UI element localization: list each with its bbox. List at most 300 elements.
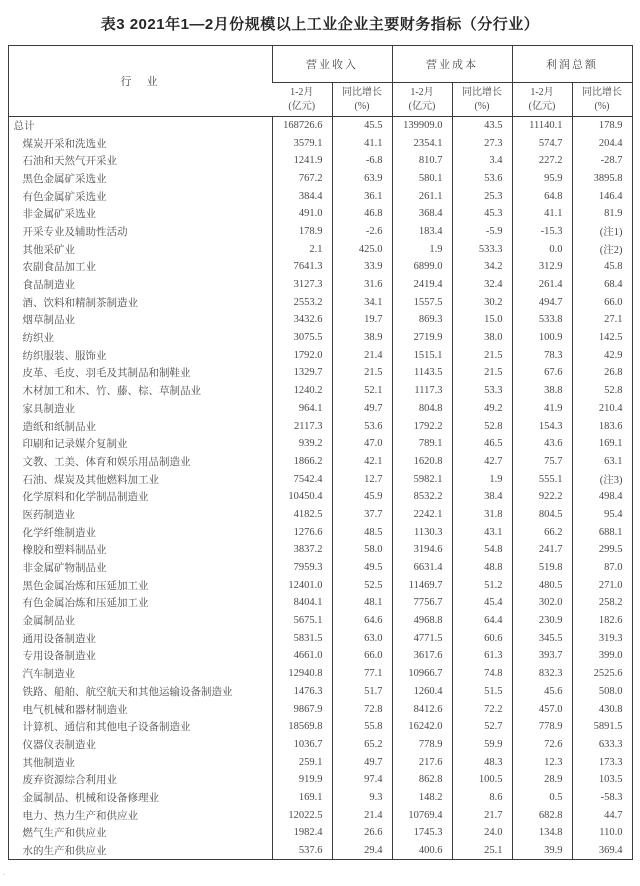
table-row bbox=[8, 170, 632, 188]
value-cell: 95.9 bbox=[512, 170, 572, 188]
industry-cell: 黑色金属矿采选业 bbox=[22, 173, 107, 185]
industry-cell: 计算机、通信和其他电子设备制造业 bbox=[22, 722, 191, 734]
table-row bbox=[8, 258, 632, 276]
value-cell: 261.4 bbox=[512, 276, 572, 294]
value-cell: 59.9 bbox=[452, 736, 512, 754]
value-cell: 1240.2 bbox=[272, 382, 332, 400]
table-row bbox=[8, 417, 632, 435]
value-cell: 38.8 bbox=[512, 382, 572, 400]
value-cell: 480.5 bbox=[512, 576, 572, 594]
value-cell: 3617.6 bbox=[392, 647, 452, 665]
value-cell: 3194.6 bbox=[392, 541, 452, 559]
value-cell: 45.9 bbox=[332, 488, 392, 506]
table-row bbox=[8, 223, 632, 241]
value-cell: 95.4 bbox=[572, 506, 632, 524]
value-cell: 8532.2 bbox=[392, 488, 452, 506]
value-cell: 345.5 bbox=[512, 629, 572, 647]
table-row bbox=[8, 824, 632, 842]
value-cell: 4771.5 bbox=[392, 629, 452, 647]
subheader-revenue-amount bbox=[272, 83, 332, 117]
industry-cell: 纺织业 bbox=[22, 333, 54, 345]
value-cell: 3075.5 bbox=[272, 329, 332, 347]
value-cell: 1557.5 bbox=[392, 293, 452, 311]
value-cell: 491.0 bbox=[272, 205, 332, 223]
industry-cell: 煤炭开采和洗选业 bbox=[22, 138, 107, 150]
value-cell: 63.0 bbox=[332, 629, 392, 647]
value-cell: 688.1 bbox=[572, 523, 632, 541]
value-cell: 537.6 bbox=[272, 842, 332, 860]
financial-table bbox=[8, 45, 633, 860]
value-cell: 9.3 bbox=[332, 789, 392, 807]
value-cell: 217.6 bbox=[392, 753, 452, 771]
value-cell: 12.7 bbox=[332, 470, 392, 488]
value-cell: 5831.5 bbox=[272, 629, 332, 647]
value-cell: 19.7 bbox=[332, 311, 392, 329]
value-cell: 384.4 bbox=[272, 187, 332, 205]
industry-cell: 总计 bbox=[13, 121, 35, 133]
value-cell: 16242.0 bbox=[392, 718, 452, 736]
industry-header-cell: 行 业 bbox=[8, 46, 272, 117]
value-cell: 6899.0 bbox=[392, 258, 452, 276]
value-cell: 810.7 bbox=[392, 152, 452, 170]
value-cell: 39.9 bbox=[512, 842, 572, 860]
value-cell: (注2) bbox=[572, 240, 632, 258]
value-cell: 778.9 bbox=[392, 736, 452, 754]
industry-cell: 石油和天然气开采业 bbox=[22, 156, 117, 168]
value-cell: 42.1 bbox=[332, 453, 392, 471]
value-cell: 21.5 bbox=[332, 364, 392, 382]
table-header-groups bbox=[8, 46, 632, 83]
value-cell: 41.1 bbox=[332, 134, 392, 152]
value-cell: 78.3 bbox=[512, 346, 572, 364]
value-cell: 64.4 bbox=[452, 612, 512, 630]
value-cell: 5675.1 bbox=[272, 612, 332, 630]
table-row bbox=[8, 346, 632, 364]
value-cell: 21.7 bbox=[452, 806, 512, 824]
table-row bbox=[8, 541, 632, 559]
value-cell: 2354.1 bbox=[392, 134, 452, 152]
value-cell: 77.1 bbox=[332, 665, 392, 683]
value-cell: 1329.7 bbox=[272, 364, 332, 382]
value-cell: 5982.1 bbox=[392, 470, 452, 488]
value-cell: 178.9 bbox=[572, 117, 632, 135]
industry-cell: 金属制品、机械和设备修理业 bbox=[22, 792, 159, 804]
value-cell: 53.6 bbox=[452, 170, 512, 188]
value-cell: 230.9 bbox=[512, 612, 572, 630]
value-cell: 555.1 bbox=[512, 470, 572, 488]
value-cell: -5.9 bbox=[452, 223, 512, 241]
industry-cell: 橡胶和塑料制品业 bbox=[22, 545, 107, 557]
value-cell: 51.2 bbox=[452, 576, 512, 594]
value-cell: 4968.8 bbox=[392, 612, 452, 630]
industry-cell: 非金属矿物制品业 bbox=[22, 563, 107, 575]
value-cell: 804.5 bbox=[512, 506, 572, 524]
industry-cell: 酒、饮料和精制茶制造业 bbox=[22, 297, 138, 309]
value-cell: 38.0 bbox=[452, 329, 512, 347]
value-cell: 100.9 bbox=[512, 329, 572, 347]
value-cell: 43.6 bbox=[512, 435, 572, 453]
value-cell: 142.5 bbox=[572, 329, 632, 347]
value-cell: 48.1 bbox=[332, 594, 392, 612]
value-cell: 178.9 bbox=[272, 223, 332, 241]
value-cell: 34.2 bbox=[452, 258, 512, 276]
subheader-line2: (%) bbox=[354, 100, 370, 112]
value-cell: (注3) bbox=[572, 470, 632, 488]
subheader-line1: 同比增长 bbox=[582, 87, 622, 98]
value-cell: 633.3 bbox=[572, 736, 632, 754]
value-cell: 81.9 bbox=[572, 205, 632, 223]
industry-cell: 其他制造业 bbox=[22, 757, 75, 769]
industry-cell: 烟草制品业 bbox=[22, 315, 75, 327]
value-cell: 580.1 bbox=[392, 170, 452, 188]
value-cell: 49.7 bbox=[332, 753, 392, 771]
table-row bbox=[8, 806, 632, 824]
page-title: 表3 2021年1—2月份规模以上工业企业主要财务指标（分行业） bbox=[100, 16, 540, 33]
value-cell: 154.3 bbox=[512, 417, 572, 435]
value-cell: 1476.3 bbox=[272, 683, 332, 701]
value-cell: 51.5 bbox=[452, 683, 512, 701]
value-cell: 10966.7 bbox=[392, 665, 452, 683]
value-cell: 42.7 bbox=[452, 453, 512, 471]
industry-cell: 废弃资源综合利用业 bbox=[22, 775, 117, 787]
subheader-line2: (亿元) bbox=[528, 100, 556, 112]
value-cell: 508.0 bbox=[572, 683, 632, 701]
industry-cell: 金属制品业 bbox=[22, 616, 75, 628]
value-cell: 38.9 bbox=[332, 329, 392, 347]
industry-cell: 化学原料和化学制品制造业 bbox=[22, 492, 149, 504]
table-row bbox=[8, 453, 632, 471]
subheader-line2: (%) bbox=[594, 100, 610, 112]
value-cell: 110.0 bbox=[572, 824, 632, 842]
value-cell: 2553.2 bbox=[272, 293, 332, 311]
table-row bbox=[8, 205, 632, 223]
value-cell: 11140.1 bbox=[512, 117, 572, 135]
value-cell: 45.5 bbox=[332, 117, 392, 135]
value-cell: 28.9 bbox=[512, 771, 572, 789]
table-row bbox=[8, 665, 632, 683]
table-row bbox=[8, 293, 632, 311]
value-cell: 210.4 bbox=[572, 400, 632, 418]
value-cell: 58.0 bbox=[332, 541, 392, 559]
subheader-line2: (%) bbox=[474, 100, 490, 112]
table-row bbox=[8, 683, 632, 701]
value-cell: 1130.3 bbox=[392, 523, 452, 541]
value-cell: 87.0 bbox=[572, 559, 632, 577]
value-cell: 11469.7 bbox=[392, 576, 452, 594]
value-cell: 241.7 bbox=[512, 541, 572, 559]
value-cell: 1260.4 bbox=[392, 683, 452, 701]
value-cell: 299.5 bbox=[572, 541, 632, 559]
value-cell: 7756.7 bbox=[392, 594, 452, 612]
value-cell: 168726.6 bbox=[272, 117, 332, 135]
industry-cell: 有色金属矿采选业 bbox=[22, 191, 107, 203]
table-header bbox=[8, 46, 632, 117]
value-cell: 533.8 bbox=[512, 311, 572, 329]
value-cell: 45.3 bbox=[452, 205, 512, 223]
table-row bbox=[8, 559, 632, 577]
table-row bbox=[8, 789, 632, 807]
value-cell: 964.1 bbox=[272, 400, 332, 418]
value-cell: 1792.0 bbox=[272, 346, 332, 364]
subheader-line1: 同比增长 bbox=[462, 87, 502, 98]
industry-cell: 仪器仪表制造业 bbox=[22, 739, 96, 751]
table-row bbox=[8, 753, 632, 771]
value-cell: 29.4 bbox=[332, 842, 392, 860]
table-body bbox=[8, 117, 632, 860]
value-cell: 862.8 bbox=[392, 771, 452, 789]
value-cell: 4661.0 bbox=[272, 647, 332, 665]
value-cell: 1515.1 bbox=[392, 346, 452, 364]
industry-cell: 非金属矿采选业 bbox=[22, 209, 96, 221]
value-cell: -28.7 bbox=[572, 152, 632, 170]
industry-cell: 文教、工美、体育和娱乐用品制造业 bbox=[22, 456, 191, 468]
table-row bbox=[8, 647, 632, 665]
value-cell: 66.0 bbox=[572, 293, 632, 311]
value-cell: 457.0 bbox=[512, 700, 572, 718]
value-cell: 519.8 bbox=[512, 559, 572, 577]
value-cell: 27.3 bbox=[452, 134, 512, 152]
value-cell: 922.2 bbox=[512, 488, 572, 506]
table-row bbox=[8, 276, 632, 294]
value-cell: 32.4 bbox=[452, 276, 512, 294]
value-cell: 1036.7 bbox=[272, 736, 332, 754]
value-cell: 302.0 bbox=[512, 594, 572, 612]
value-cell: 30.2 bbox=[452, 293, 512, 311]
value-cell: 533.3 bbox=[452, 240, 512, 258]
subheader-profit-growth bbox=[572, 83, 632, 117]
value-cell: 33.9 bbox=[332, 258, 392, 276]
table-row bbox=[8, 594, 632, 612]
industry-cell: 电气机械和器材制造业 bbox=[22, 704, 128, 716]
table-row bbox=[8, 117, 632, 135]
value-cell: 399.0 bbox=[572, 647, 632, 665]
value-cell: 12940.8 bbox=[272, 665, 332, 683]
value-cell: 148.2 bbox=[392, 789, 452, 807]
value-cell: 42.9 bbox=[572, 346, 632, 364]
group-header-cost: 营业成本 bbox=[392, 46, 512, 83]
value-cell: 258.2 bbox=[572, 594, 632, 612]
value-cell: 38.4 bbox=[452, 488, 512, 506]
subheader-line1: 1-2月 bbox=[530, 87, 554, 98]
value-cell: 146.4 bbox=[572, 187, 632, 205]
page-artifact: · bbox=[1, 869, 8, 880]
table-row bbox=[8, 329, 632, 347]
industry-cell: 水的生产和供应业 bbox=[22, 845, 107, 857]
value-cell: 1.9 bbox=[452, 470, 512, 488]
value-cell: 41.1 bbox=[512, 205, 572, 223]
value-cell: 4182.5 bbox=[272, 506, 332, 524]
value-cell: 8.6 bbox=[452, 789, 512, 807]
value-cell: 52.8 bbox=[452, 417, 512, 435]
value-cell: 425.0 bbox=[332, 240, 392, 258]
value-cell: -15.3 bbox=[512, 223, 572, 241]
value-cell: 44.7 bbox=[572, 806, 632, 824]
table-row bbox=[8, 576, 632, 594]
value-cell: 52.7 bbox=[452, 718, 512, 736]
value-cell: 45.8 bbox=[572, 258, 632, 276]
value-cell: 66.2 bbox=[512, 523, 572, 541]
value-cell: 65.2 bbox=[332, 736, 392, 754]
table-row bbox=[8, 400, 632, 418]
industry-cell: 纺织服装、服饰业 bbox=[22, 350, 107, 362]
table-row bbox=[8, 435, 632, 453]
table-row bbox=[8, 506, 632, 524]
value-cell: 8404.1 bbox=[272, 594, 332, 612]
value-cell: 64.6 bbox=[332, 612, 392, 630]
value-cell: (注1) bbox=[572, 223, 632, 241]
value-cell: 53.6 bbox=[332, 417, 392, 435]
value-cell: 869.3 bbox=[392, 311, 452, 329]
value-cell: 10450.4 bbox=[272, 488, 332, 506]
value-cell: 139909.0 bbox=[392, 117, 452, 135]
value-cell: 7542.4 bbox=[272, 470, 332, 488]
value-cell: 204.4 bbox=[572, 134, 632, 152]
value-cell: 25.1 bbox=[452, 842, 512, 860]
value-cell: 1620.8 bbox=[392, 453, 452, 471]
value-cell: 27.1 bbox=[572, 311, 632, 329]
table-row bbox=[8, 470, 632, 488]
value-cell: 12022.5 bbox=[272, 806, 332, 824]
value-cell: 8412.6 bbox=[392, 700, 452, 718]
value-cell: 75.7 bbox=[512, 453, 572, 471]
value-cell: 804.8 bbox=[392, 400, 452, 418]
value-cell: 43.1 bbox=[452, 523, 512, 541]
value-cell: 31.8 bbox=[452, 506, 512, 524]
industry-cell: 皮革、毛皮、羽毛及其制品和制鞋业 bbox=[22, 368, 191, 380]
subheader-line2: (亿元) bbox=[288, 100, 316, 112]
value-cell: 1143.5 bbox=[392, 364, 452, 382]
industry-cell: 农副食品加工业 bbox=[22, 262, 96, 274]
industry-cell: 铁路、船舶、航空航天和其他运输设备制造业 bbox=[22, 686, 233, 698]
value-cell: 2117.3 bbox=[272, 417, 332, 435]
subheader-line2: (亿元) bbox=[408, 100, 436, 112]
table-row bbox=[8, 718, 632, 736]
value-cell: 574.7 bbox=[512, 134, 572, 152]
value-cell: -2.6 bbox=[332, 223, 392, 241]
value-cell: 36.1 bbox=[332, 187, 392, 205]
industry-cell: 有色金属冶炼和压延加工业 bbox=[22, 598, 149, 610]
value-cell: 3837.2 bbox=[272, 541, 332, 559]
value-cell: 72.8 bbox=[332, 700, 392, 718]
value-cell: 26.8 bbox=[572, 364, 632, 382]
value-cell: 61.3 bbox=[452, 647, 512, 665]
value-cell: 55.8 bbox=[332, 718, 392, 736]
value-cell: 369.4 bbox=[572, 842, 632, 860]
value-cell: 21.5 bbox=[452, 364, 512, 382]
value-cell: 430.8 bbox=[572, 700, 632, 718]
value-cell: 319.3 bbox=[572, 629, 632, 647]
value-cell: 24.0 bbox=[452, 824, 512, 842]
subheader-line1: 同比增长 bbox=[342, 87, 382, 98]
value-cell: 7641.3 bbox=[272, 258, 332, 276]
value-cell: 72.2 bbox=[452, 700, 512, 718]
value-cell: 227.2 bbox=[512, 152, 572, 170]
value-cell: 63.1 bbox=[572, 453, 632, 471]
value-cell: 37.7 bbox=[332, 506, 392, 524]
value-cell: 43.5 bbox=[452, 117, 512, 135]
value-cell: 173.3 bbox=[572, 753, 632, 771]
value-cell: 400.6 bbox=[392, 842, 452, 860]
value-cell: 494.7 bbox=[512, 293, 572, 311]
industry-cell: 家具制造业 bbox=[22, 403, 75, 415]
value-cell: 169.1 bbox=[272, 789, 332, 807]
industry-cell: 医药制造业 bbox=[22, 509, 75, 521]
table-row bbox=[8, 364, 632, 382]
value-cell: 48.3 bbox=[452, 753, 512, 771]
value-cell: 259.1 bbox=[272, 753, 332, 771]
industry-cell: 其他采矿业 bbox=[22, 244, 75, 256]
value-cell: 6631.4 bbox=[392, 559, 452, 577]
industry-cell: 专用设备制造业 bbox=[22, 651, 96, 663]
value-cell: 18569.8 bbox=[272, 718, 332, 736]
value-cell: 7959.3 bbox=[272, 559, 332, 577]
value-cell: 1276.6 bbox=[272, 523, 332, 541]
value-cell: 97.4 bbox=[332, 771, 392, 789]
value-cell: -6.8 bbox=[332, 152, 392, 170]
group-header-profit: 利润总额 bbox=[512, 46, 632, 83]
value-cell: 100.5 bbox=[452, 771, 512, 789]
value-cell: 63.9 bbox=[332, 170, 392, 188]
value-cell: 5891.5 bbox=[572, 718, 632, 736]
value-cell: 767.2 bbox=[272, 170, 332, 188]
subheader-cost-growth bbox=[452, 83, 512, 117]
value-cell: 3127.3 bbox=[272, 276, 332, 294]
table-row bbox=[8, 523, 632, 541]
value-cell: 52.8 bbox=[572, 382, 632, 400]
industry-cell: 印刷和记录媒介复制业 bbox=[22, 439, 128, 451]
industry-cell: 通用设备制造业 bbox=[22, 633, 96, 645]
value-cell: 52.5 bbox=[332, 576, 392, 594]
value-cell: 919.9 bbox=[272, 771, 332, 789]
table-row bbox=[8, 311, 632, 329]
value-cell: 368.4 bbox=[392, 205, 452, 223]
table-row bbox=[8, 629, 632, 647]
value-cell: 832.3 bbox=[512, 665, 572, 683]
value-cell: 34.1 bbox=[332, 293, 392, 311]
value-cell: 15.0 bbox=[452, 311, 512, 329]
value-cell: 12.3 bbox=[512, 753, 572, 771]
value-cell: 2419.4 bbox=[392, 276, 452, 294]
value-cell: 0.0 bbox=[512, 240, 572, 258]
value-cell: 60.6 bbox=[452, 629, 512, 647]
value-cell: 68.4 bbox=[572, 276, 632, 294]
value-cell: 169.1 bbox=[572, 435, 632, 453]
value-cell: 45.6 bbox=[512, 683, 572, 701]
value-cell: 498.4 bbox=[572, 488, 632, 506]
industry-cell: 石油、煤炭及其他燃料加工业 bbox=[22, 474, 159, 486]
value-cell: 1241.9 bbox=[272, 152, 332, 170]
value-cell: 778.9 bbox=[512, 718, 572, 736]
value-cell: 48.5 bbox=[332, 523, 392, 541]
value-cell: 3432.6 bbox=[272, 311, 332, 329]
value-cell: 26.6 bbox=[332, 824, 392, 842]
subheader-revenue-growth bbox=[332, 83, 392, 117]
value-cell: 271.0 bbox=[572, 576, 632, 594]
value-cell: 183.6 bbox=[572, 417, 632, 435]
industry-cell: 造纸和纸制品业 bbox=[22, 421, 96, 433]
value-cell: 0.5 bbox=[512, 789, 572, 807]
value-cell: 25.3 bbox=[452, 187, 512, 205]
value-cell: 3.4 bbox=[452, 152, 512, 170]
value-cell: 103.5 bbox=[572, 771, 632, 789]
value-cell: 1866.2 bbox=[272, 453, 332, 471]
value-cell: 183.4 bbox=[392, 223, 452, 241]
value-cell: 789.1 bbox=[392, 435, 452, 453]
value-cell: 72.6 bbox=[512, 736, 572, 754]
industry-cell: 燃气生产和供应业 bbox=[22, 828, 107, 840]
value-cell: 261.1 bbox=[392, 187, 452, 205]
industry-cell: 电力、热力生产和供应业 bbox=[22, 810, 138, 822]
